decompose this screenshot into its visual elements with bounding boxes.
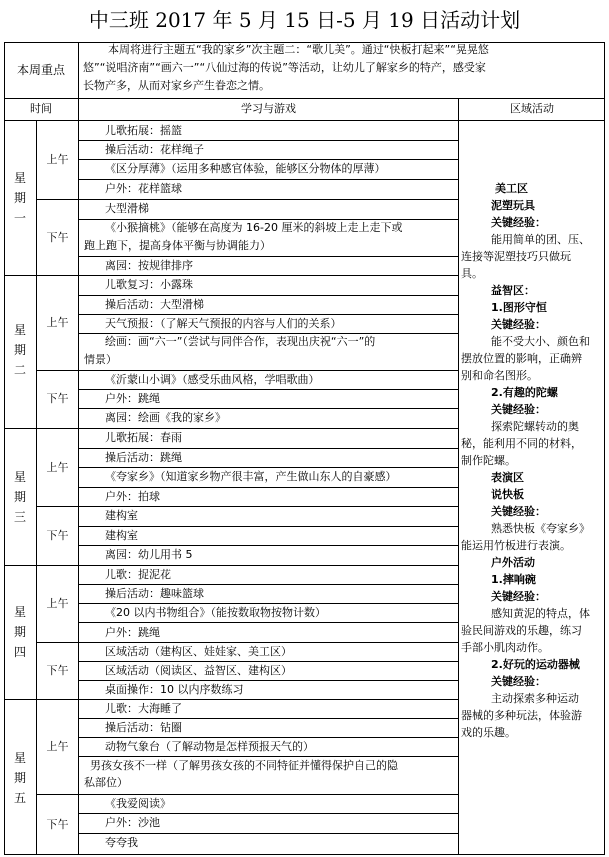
region-line: 制作陀螺。 [461,454,516,467]
region-line: 连接等泥塑技巧只做玩 [461,250,571,263]
activity-item: 《20 以内书物组合》（能按数取物按物计数） [105,606,326,619]
region-line: 关键经验： [491,505,546,518]
period-am: 上午 [46,153,69,166]
region-line: 别和命名图形。 [461,369,538,382]
activity-item: 操后活动：钻圈 [105,721,182,734]
activity-item: 户外：沙池 [105,816,160,829]
activity-item: 儿歌：捉泥花 [105,568,171,581]
region-line: 1.图形守恒 [491,301,547,314]
period-pm: 下午 [46,392,69,405]
activity-item: 跑上跑下，提高身体平衡与协调能力） [84,239,271,252]
focus-line: 本周将进行主题五“我的家乡”次主题二：“歌儿美”。通过“快板打起来”“晃晃悠 [108,43,489,56]
region-line: 能运用竹板进行表演。 [461,539,571,552]
activity-item: 户外：花样篮球 [105,182,182,195]
activity-item: 儿歌：大海睡了 [105,702,182,715]
activity-item: 《小猴摘桃》（能够在高度为 16-20 厘米的斜坡上走上走下或 [105,221,403,234]
region-line: 2.好玩的运动器械 [491,658,580,671]
period-pm: 下午 [46,231,69,244]
region-line: 关键经验： [491,590,546,603]
day-label-thu: 星 期 四 [13,605,26,659]
activity-item: 《夸家乡》（知道家乡物产很丰富，产生做山东人的自豪感） [105,470,397,483]
activity-item: 户外：拍球 [105,490,160,503]
activity-item: 《区分厚薄》（运用多种感官体验，能够区分物体的厚薄） [105,162,386,175]
region-line: 关键经验： [491,318,546,331]
region-line: 秘，能利用不同的材料， [461,437,582,450]
focus-line: 悠”“说唱济南”“画六一”“八仙过海的传说”等活动，让幼儿了解家乡的特产，感受家 [83,61,486,74]
region-line: 能用简单的团、压、 [491,233,590,246]
activity-item: 《我爱阅读》 [105,797,171,810]
period-am: 上午 [46,740,69,753]
activity-item: 桌面操作：10 以内序数练习 [105,683,244,696]
activity-item: 操后活动：跳绳 [105,451,182,464]
region-line: 手部小肌肉动作。 [461,641,549,654]
period-am: 上午 [46,461,69,474]
activity-item: 《沂蒙山小调》（感受乐曲风格，学唱歌曲） [105,373,320,386]
activity-item: 儿歌复习：小露珠 [105,278,193,291]
region-activities [459,180,605,741]
day-label-fri: 星 期 五 [13,751,26,805]
focus-label: 本周重点 [16,63,65,77]
day-label-tue: 星 期 二 [13,323,26,377]
region-line: 探索陀螺转动的奥 [491,420,579,433]
region-line: 戏的乐趣。 [461,726,516,739]
region-line: 户外活动 [491,556,535,569]
activity-item: 大型滑梯 [105,202,149,215]
activity-item: 离园：绘画《我的家乡》 [105,411,226,424]
activity-item: 操后活动：趣味篮球 [105,587,204,600]
header-time: 时间 [30,102,52,115]
activity-item: 离园：幼儿用书 5 [105,548,193,561]
period-am: 上午 [46,316,69,329]
region-line: 2.有趣的陀螺 [491,386,558,399]
region-line: 验民间游戏的乐趣，练习 [461,624,582,637]
activity-item: 离园：按规律排序 [105,259,193,272]
region-line: 摆放位置的影响，正确辨 [461,352,582,365]
region-line: 具。 [461,267,483,280]
activity-item: 区域活动（建构区、娃娃家、美工区） [105,645,292,658]
activity-item: 夸夸我 [105,836,138,849]
period-pm: 下午 [46,529,69,542]
day-label-wed: 星 期 三 [13,470,26,524]
region-line: 关键经验： [491,675,546,688]
activity-item: 绘画：画“六一”（尝试与同伴合作，表现出庆祝“六一”的 [105,335,376,348]
activity-item: 建构室 [105,529,138,542]
activity-item: 儿歌拓展：摇篮 [105,124,182,137]
activity-item: 建构室 [105,509,138,522]
activity-item: 操后活动：大型滑梯 [105,298,204,311]
region-line: 表演区 [491,471,524,484]
region-line: 感知黄泥的特点，体 [491,607,590,620]
header-learning: 学习与游戏 [241,102,296,115]
region-line: 说快板 [491,488,524,501]
activity-item: 户外：跳绳 [105,626,160,639]
region-line: 关键经验： [491,216,546,229]
header-region: 区域活动 [510,102,554,115]
page-title: 中三班 2017 年 5 月 15 日-5 月 19 日活动计划 [88,8,521,32]
activity-item: 动物气象台（了解动物是怎样预报天气的） [105,740,314,753]
activity-item: 男孩女孩不一样（了解男孩女孩的不同特征并懂得保护自己的隐 [90,759,398,772]
region-line: 主动探索多种运动 [491,692,579,705]
region-line: 器械的多种玩法，体验游 [461,709,582,722]
region-line: 美工区 [495,182,528,195]
day-label-mon: 星 期 一 [13,171,26,225]
region-line: 熟悉快板《夸家乡》 [491,522,590,535]
period-pm: 下午 [46,818,69,831]
period-pm: 下午 [46,664,69,677]
period-am: 上午 [46,597,69,610]
focus-line: 长物产多，从而对家乡产生眷恋之情。 [83,79,270,92]
activity-item: 儿歌拓展：春雨 [105,431,182,444]
activity-item: 私部位） [84,776,128,789]
activity-item: 天气预报：（了解天气预报的内容与人们的关系） [105,317,342,330]
region-line: 关键经验： [491,403,546,416]
activity-item: 区域活动（阅读区、益智区、建构区） [105,664,292,677]
region-line: 泥塑玩具 [491,199,535,212]
region-line: 益智区： [491,284,535,297]
activity-item: 户外：跳绳 [105,392,160,405]
activity-item: 操后活动：花样绳子 [105,143,204,156]
region-line: 能不受大小、颜色和 [491,335,590,348]
activity-item: 情景） [84,353,117,366]
region-line: 1.摔响碗 [491,573,536,586]
